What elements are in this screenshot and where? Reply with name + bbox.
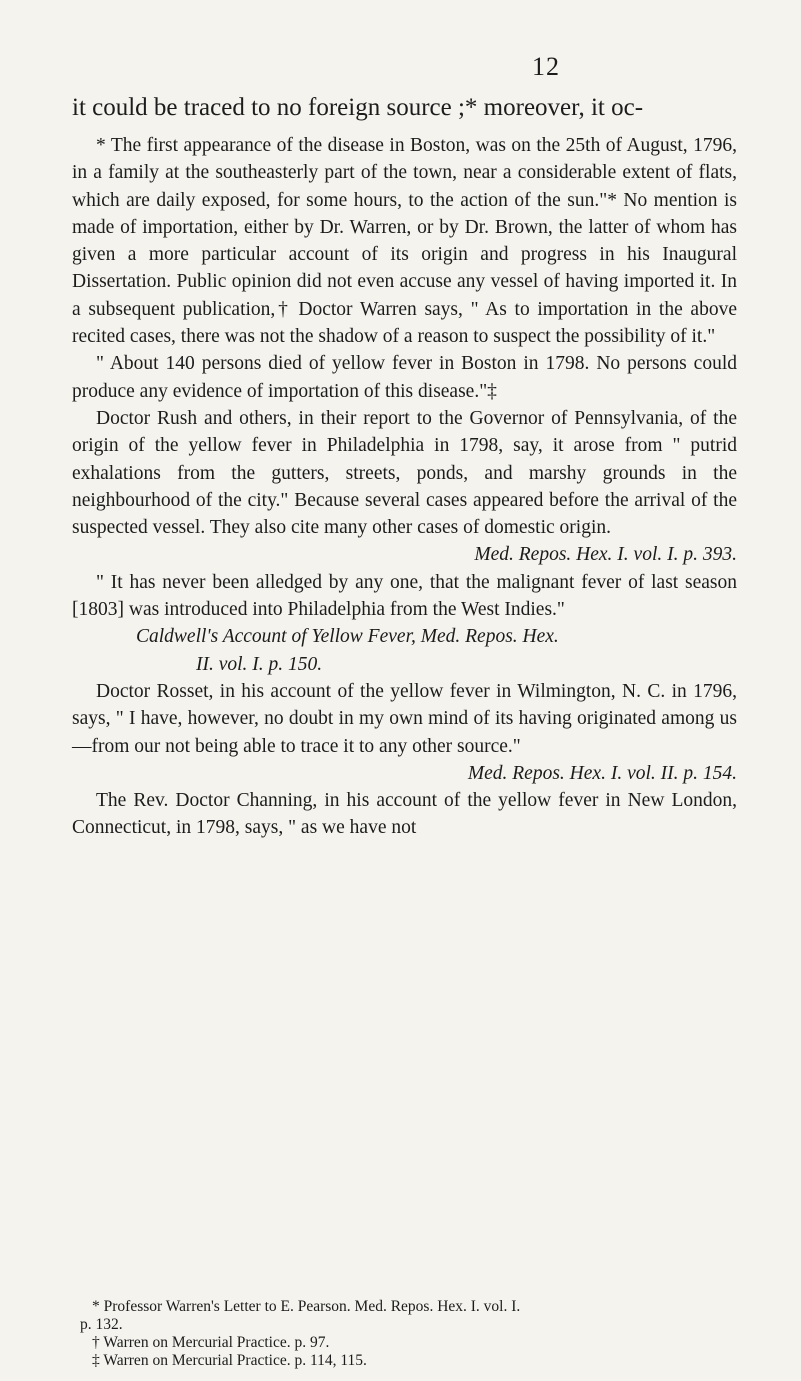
- citation-med-repos-3: Med. Repos. Hex. I. vol. II. p. 154.: [467, 762, 737, 784]
- citation-caldwell-line1: Caldwell's Account of Yellow Fever, Med. Repos. Hex.: [136, 626, 559, 648]
- paragraph-boston-1798: " About 140 persons died of yellow fever in Boston in 1798. No persons could produce any evidence of importation of this disease."‡: [72, 353, 737, 402]
- footnote-double-dagger: ‡ Warren on Mercurial Practice. p. 114, 115.: [92, 1352, 367, 1369]
- footnote-star-line1: * Professor Warren's Letter to E. Pearson. Med. Repos. Hex. I. vol. I.: [92, 1298, 521, 1315]
- footnotes: [80, 1298, 752, 1370]
- footnote-star-cont: p. 132.: [80, 1316, 123, 1333]
- citation-med-repos-1: Med. Repos. Hex. I. vol. I. p. 393.: [474, 544, 737, 566]
- page-number: 12: [532, 52, 560, 81]
- paragraph-rush-report: Doctor Rush and others, in their report to the Governor of Pennsylvania, of the origin of the yellow fever in Philadelphia in 1798, say, it arose from " putrid exhalations from the gutters, streets, ponds, and marshy grounds in the neighbourhood of the city." Because several cases appeared before the arrival of the suspected vessel. They also cite many other cases of domestic origin.: [72, 407, 737, 539]
- citation-caldwell: [72, 623, 737, 678]
- paragraph-rosset: Doctor Rosset, in his account of the yellow fever in Wilmington, N. C. in 1796, says, " I have, however, no doubt in my own mind of its having originated among us—from our not being able to trace it to any other source.": [72, 680, 737, 757]
- paragraph-channing: The Rev. Doctor Channing, in his account of the yellow fever in New London, Connecticut, in 1798, says, " as we have not: [72, 790, 737, 839]
- paragraph-philadelphia-1803: " It has never been alledged by any one, that the malignant fever of last season [1803] was introduced into Philadelphia from the West Indies.": [72, 571, 737, 621]
- footnote-star: [92, 1298, 752, 1316]
- lead-line: it could be traced to no foreign source ;* moreover, it oc-: [72, 94, 644, 121]
- paragraph-boston-1796: * The first appearance of the disease in Boston, was on the 25th of August, 1796, in a family at the southeasterly part of the town, near a considerable extent of flats, which are daily exposed, for some hours, to the action of the sun."* No mention is made of importation, either by Dr. Warren, or by Dr. Brown, the latter of whom has given a more particular account of its origin and progress in his Inaugural Dissertation. Public opinion did not even accuse any vessel of having imported it. In a subsequent publication,† Doctor Warren says, " As to importation in the above recited cases, there was not the shadow of a reason to suspect the possibility of it.": [72, 135, 737, 348]
- citation-caldwell-line2: II. vol. I. p. 150.: [196, 653, 323, 675]
- body-text: [72, 132, 737, 842]
- footnote-dagger: † Warren on Mercurial Practice. p. 97.: [92, 1334, 330, 1351]
